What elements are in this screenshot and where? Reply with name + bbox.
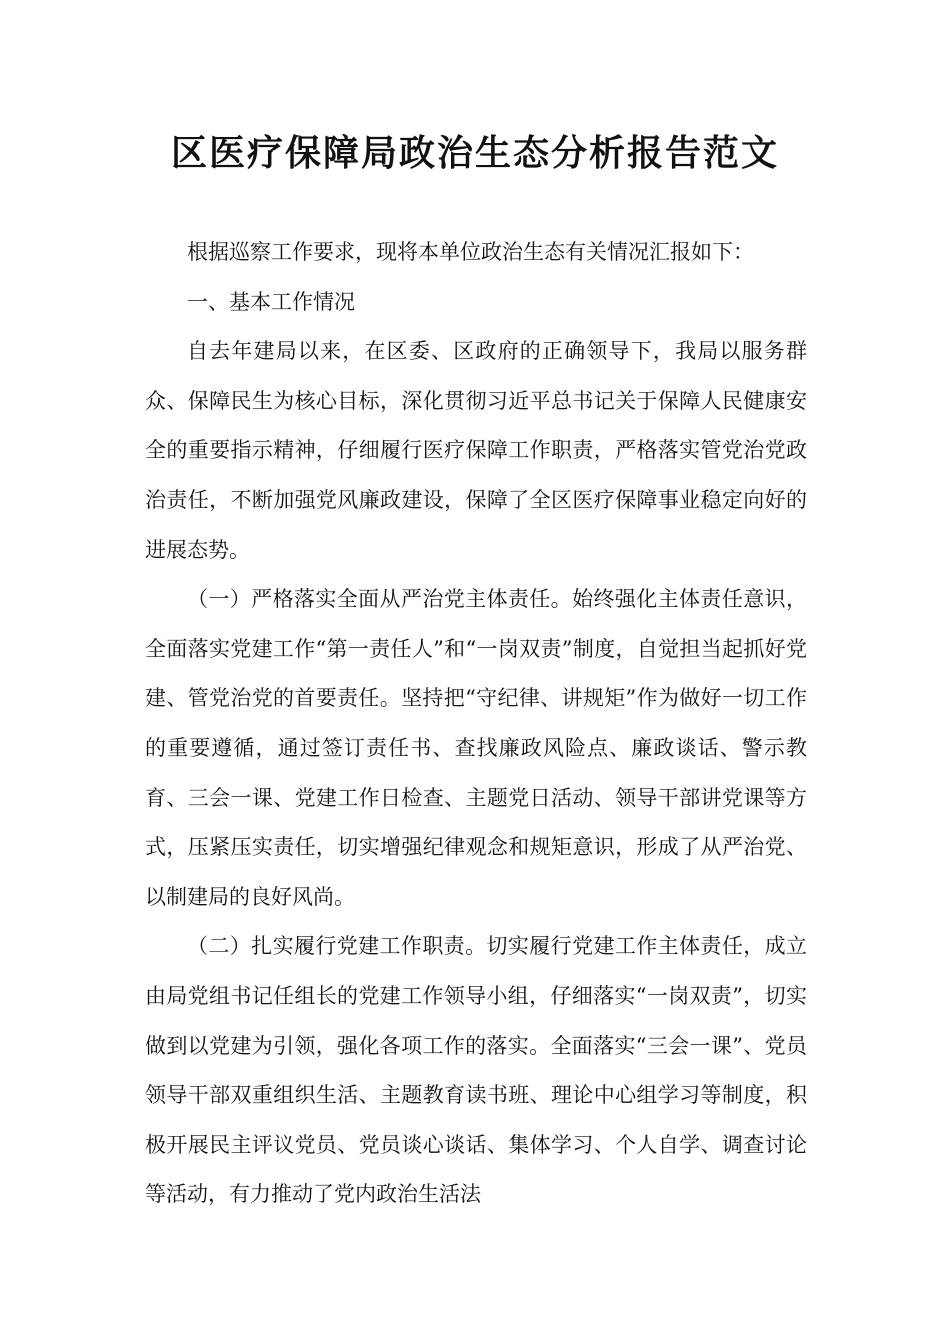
document-body bbox=[145, 228, 807, 1220]
body-paragraph: 自去年建局以来，在区委、区政府的正确领导下，我局以服务群众、保障民生为核心目标，深化贯彻习近平总书记关于保障人民健康安全的重要指示精神，仔细履行医疗保障工作职责，严格落实管党治党政治责任，不断加强党风廉政建设，保障了全区医疗保障事业稳定向好的进展态势。 bbox=[145, 339, 807, 562]
section-heading: 一、基本工作情况 bbox=[187, 289, 355, 314]
intro-paragraph: 根据巡察工作要求，现将本单位政治生态有关情况汇报如下： bbox=[187, 240, 754, 264]
body-paragraph: （二）扎实履行党建工作职责。切实履行党建工作主体责任，成立由局党组书记任组长的党建工作领导小组，仔细落实“一岗双责”，切实做到以党建为引领，强化各项工作的落实。全面落实“三会一课”、党员领导干部双重组织生活、主题教育读书班、理论中心组学习等制度，积极开展民主评议党员、党员谈心谈话、集体学习、个人自学、调查讨论等活动，有力推动了党内政治生活法 bbox=[145, 934, 807, 1207]
document-title: 区医疗保障局政治生态分析报告范文 bbox=[170, 133, 779, 174]
body-paragraph: （一）严格落实全面从严治党主体责任。始终强化主体责任意识，全面落实党建工作“第一责任人”和“一岗双责”制度，自觉担当起抓好党建、管党治党的首要责任。坚持把“守纪律、讲规矩”作为做好一切工作的重要遵循，通过签订责任书、查找廉政风险点、廉政谈话、警示教育、三会一课、党建工作日检查、主题党日活动、领导干部讲党课等方式，压紧压实责任，切实增强纪律观念和规矩意识，形成了从严治党、以制建局的良好风尚。 bbox=[145, 587, 807, 909]
